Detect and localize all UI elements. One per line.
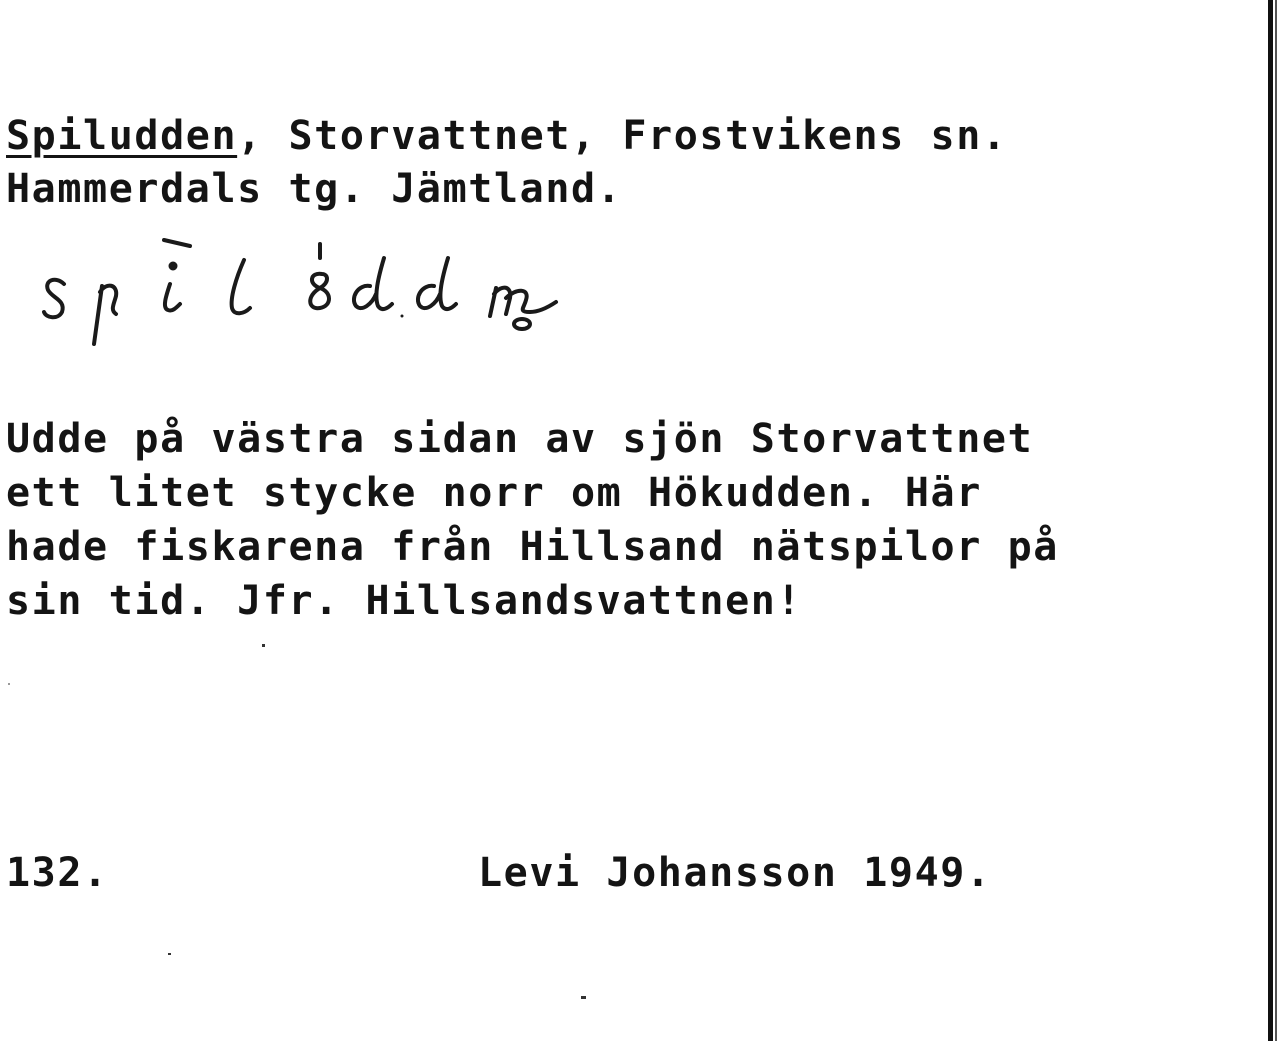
description-line: hade fiskarena från Hillsand nätspilor på bbox=[6, 524, 1059, 570]
card-edge-shadow bbox=[1275, 0, 1277, 1041]
collector-signature: Levi Johansson 1949. bbox=[478, 850, 992, 896]
place-name: Spiludden bbox=[6, 113, 238, 159]
description-line: sin tid. Jfr. Hillsandsvattnen! bbox=[6, 578, 803, 624]
scan-speck bbox=[581, 996, 586, 999]
location-text: , Storvattnet, Frostvikens sn. bbox=[237, 113, 1008, 159]
description-text bbox=[6, 412, 1059, 628]
description-line: Udde på västra sidan av sjön Storvattnet bbox=[6, 416, 1034, 462]
handwritten-phonetic-transcription bbox=[30, 228, 590, 358]
heading-line-2: Hammerdals tg. Jämtland. bbox=[6, 166, 623, 212]
card-edge-border bbox=[1268, 0, 1273, 1041]
scan-speck bbox=[8, 683, 10, 685]
scan-speck bbox=[168, 953, 171, 955]
description-line: ett litet stycke norr om Hökudden. Här bbox=[6, 470, 982, 516]
record-number: 132. bbox=[6, 850, 109, 896]
scan-speck bbox=[262, 644, 265, 647]
heading-line-1 bbox=[6, 110, 1008, 163]
